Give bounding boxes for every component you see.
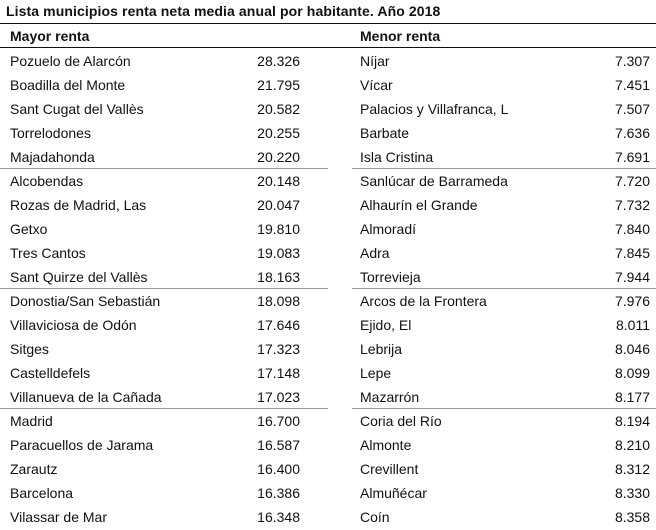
group-separator — [352, 168, 656, 169]
table-row — [6, 289, 322, 313]
municipality-name: Madrid — [10, 413, 53, 429]
municipality-name: Coín — [360, 509, 390, 525]
income-value: 18.098 — [257, 293, 300, 309]
municipality-name: Alhaurín el Grande — [360, 197, 478, 213]
table-row — [6, 97, 322, 121]
income-value: 20.047 — [257, 197, 300, 213]
table-row — [6, 481, 322, 505]
municipality-name: Vícar — [360, 77, 393, 93]
mayor-renta-column — [6, 49, 322, 529]
table-row — [6, 433, 322, 457]
table-row — [356, 169, 650, 193]
municipality-name: Lepe — [360, 365, 392, 381]
title-rule — [0, 23, 656, 24]
income-value: 7.845 — [614, 245, 650, 261]
group-separator — [0, 168, 328, 169]
group-separator — [352, 408, 656, 409]
income-value: 21.795 — [257, 77, 300, 93]
municipality-name: Vilassar de Mar — [10, 509, 108, 525]
municipality-name: Villaviciosa de Odón — [10, 317, 137, 333]
menor-renta-column — [356, 49, 650, 529]
income-value: 16.700 — [257, 413, 300, 429]
income-value: 20.220 — [257, 149, 300, 165]
table-row — [356, 337, 650, 361]
table-row — [356, 457, 650, 481]
income-value: 8.194 — [614, 413, 650, 429]
income-value: 20.582 — [257, 101, 300, 117]
income-value: 16.587 — [257, 437, 300, 453]
municipality-name: Paracuellos de Jarama — [10, 437, 154, 453]
income-value: 7.976 — [614, 293, 650, 309]
municipality-name: Almonte — [360, 437, 412, 453]
municipality-name: Coria del Río — [360, 413, 442, 429]
municipality-name: Sitges — [10, 341, 49, 357]
income-value: 28.326 — [257, 53, 300, 69]
municipality-name: Sant Quirze del Vallès — [10, 269, 148, 285]
table-row — [356, 409, 650, 433]
table-row — [356, 193, 650, 217]
income-value: 20.255 — [257, 125, 300, 141]
income-value: 7.307 — [614, 53, 650, 69]
table-row — [6, 241, 322, 265]
table-title: Lista municipios renta neta media anual por habitante. Año 2018 — [6, 3, 441, 19]
income-value: 8.210 — [614, 437, 650, 453]
income-value: 7.507 — [614, 101, 650, 117]
table-row — [6, 73, 322, 97]
table-row — [356, 313, 650, 337]
table-row — [6, 217, 322, 241]
table-row — [356, 289, 650, 313]
income-value: 19.810 — [257, 221, 300, 237]
municipality-name: Adra — [360, 245, 390, 261]
municipality-name: Isla Cristina — [360, 149, 434, 165]
income-value: 7.732 — [614, 197, 650, 213]
municipality-name: Níjar — [360, 53, 390, 69]
municipality-name: Tres Cantos — [10, 245, 86, 261]
table-row — [6, 505, 322, 529]
municipality-name: Boadilla del Monte — [10, 77, 126, 93]
income-value: 8.099 — [614, 365, 650, 381]
municipality-name: Alcobendas — [10, 173, 84, 189]
income-value: 7.691 — [614, 149, 650, 165]
table-row — [356, 73, 650, 97]
municipality-name: Mazarrón — [360, 389, 420, 405]
municipality-name: Sant Cugat del Vallès — [10, 101, 144, 117]
income-value: 20.148 — [257, 173, 300, 189]
income-value: 7.720 — [614, 173, 650, 189]
income-value: 17.023 — [257, 389, 300, 405]
income-value: 8.011 — [616, 317, 650, 333]
income-value: 7.636 — [614, 125, 650, 141]
municipality-name: Barcelona — [10, 485, 74, 501]
table-row — [356, 265, 650, 289]
table-row — [6, 409, 322, 433]
municipality-name: Arcos de la Frontera — [360, 293, 487, 309]
group-separator — [352, 288, 656, 289]
municipality-name: Majadahonda — [10, 149, 95, 165]
header-menor-renta: Menor renta — [360, 28, 441, 44]
table-row — [356, 145, 650, 169]
municipality-name: Crevillent — [360, 461, 419, 477]
income-value: 7.944 — [614, 269, 650, 285]
income-value: 8.330 — [614, 485, 650, 501]
table-row — [6, 145, 322, 169]
table-row — [356, 361, 650, 385]
table-row — [356, 49, 650, 73]
group-separator — [0, 288, 328, 289]
table-row — [356, 481, 650, 505]
municipality-name: Getxo — [10, 221, 48, 237]
table-row — [356, 433, 650, 457]
income-value: 8.177 — [614, 389, 650, 405]
header-rule — [0, 47, 656, 48]
income-value: 16.400 — [257, 461, 300, 477]
municipality-name: Barbate — [360, 125, 410, 141]
table-row — [356, 217, 650, 241]
municipality-name: Sanlúcar de Barrameda — [360, 173, 508, 189]
income-value: 7.451 — [614, 77, 650, 93]
income-value: 17.323 — [257, 341, 300, 357]
income-value: 17.148 — [257, 365, 300, 381]
municipality-name: Lebrija — [360, 341, 403, 357]
municipality-name: Almuñécar — [360, 485, 427, 501]
table-row — [356, 121, 650, 145]
municipality-name: Torrelodones — [10, 125, 91, 141]
table-row — [356, 505, 650, 529]
income-value: 16.348 — [257, 509, 300, 525]
municipality-name: Donostia/San Sebastián — [10, 293, 161, 309]
municipality-name: Castelldefels — [10, 365, 91, 381]
table-row — [6, 337, 322, 361]
table-row — [6, 313, 322, 337]
table-row — [6, 169, 322, 193]
table-row — [356, 241, 650, 265]
header-mayor-renta: Mayor renta — [10, 28, 90, 44]
table-row — [6, 457, 322, 481]
municipality-name: Zarautz — [10, 461, 58, 477]
municipality-name: Ejido, El — [360, 317, 412, 333]
table-row — [6, 385, 322, 409]
municipality-name: Rozas de Madrid, Las — [10, 197, 147, 213]
income-value: 8.312 — [614, 461, 650, 477]
income-value: 17.646 — [257, 317, 300, 333]
income-value: 7.840 — [614, 221, 650, 237]
municipality-name: Pozuelo de Alarcón — [10, 53, 131, 69]
income-value: 8.046 — [614, 341, 650, 357]
income-value: 16.386 — [257, 485, 300, 501]
income-value: 18.163 — [257, 269, 300, 285]
group-separator — [0, 408, 328, 409]
table-row — [356, 385, 650, 409]
income-value: 19.083 — [257, 245, 300, 261]
municipality-name: Almoradí — [360, 221, 417, 237]
income-value: 8.358 — [614, 509, 650, 525]
table-row — [6, 121, 322, 145]
table-row — [6, 193, 322, 217]
municipality-name: Palacios y Villafranca, L — [360, 101, 509, 117]
table-row — [6, 265, 322, 289]
table-row — [356, 97, 650, 121]
table-row — [6, 361, 322, 385]
municipality-name: Villanueva de la Cañada — [10, 389, 162, 405]
municipality-name: Torrevieja — [360, 269, 421, 285]
table-row — [6, 49, 322, 73]
